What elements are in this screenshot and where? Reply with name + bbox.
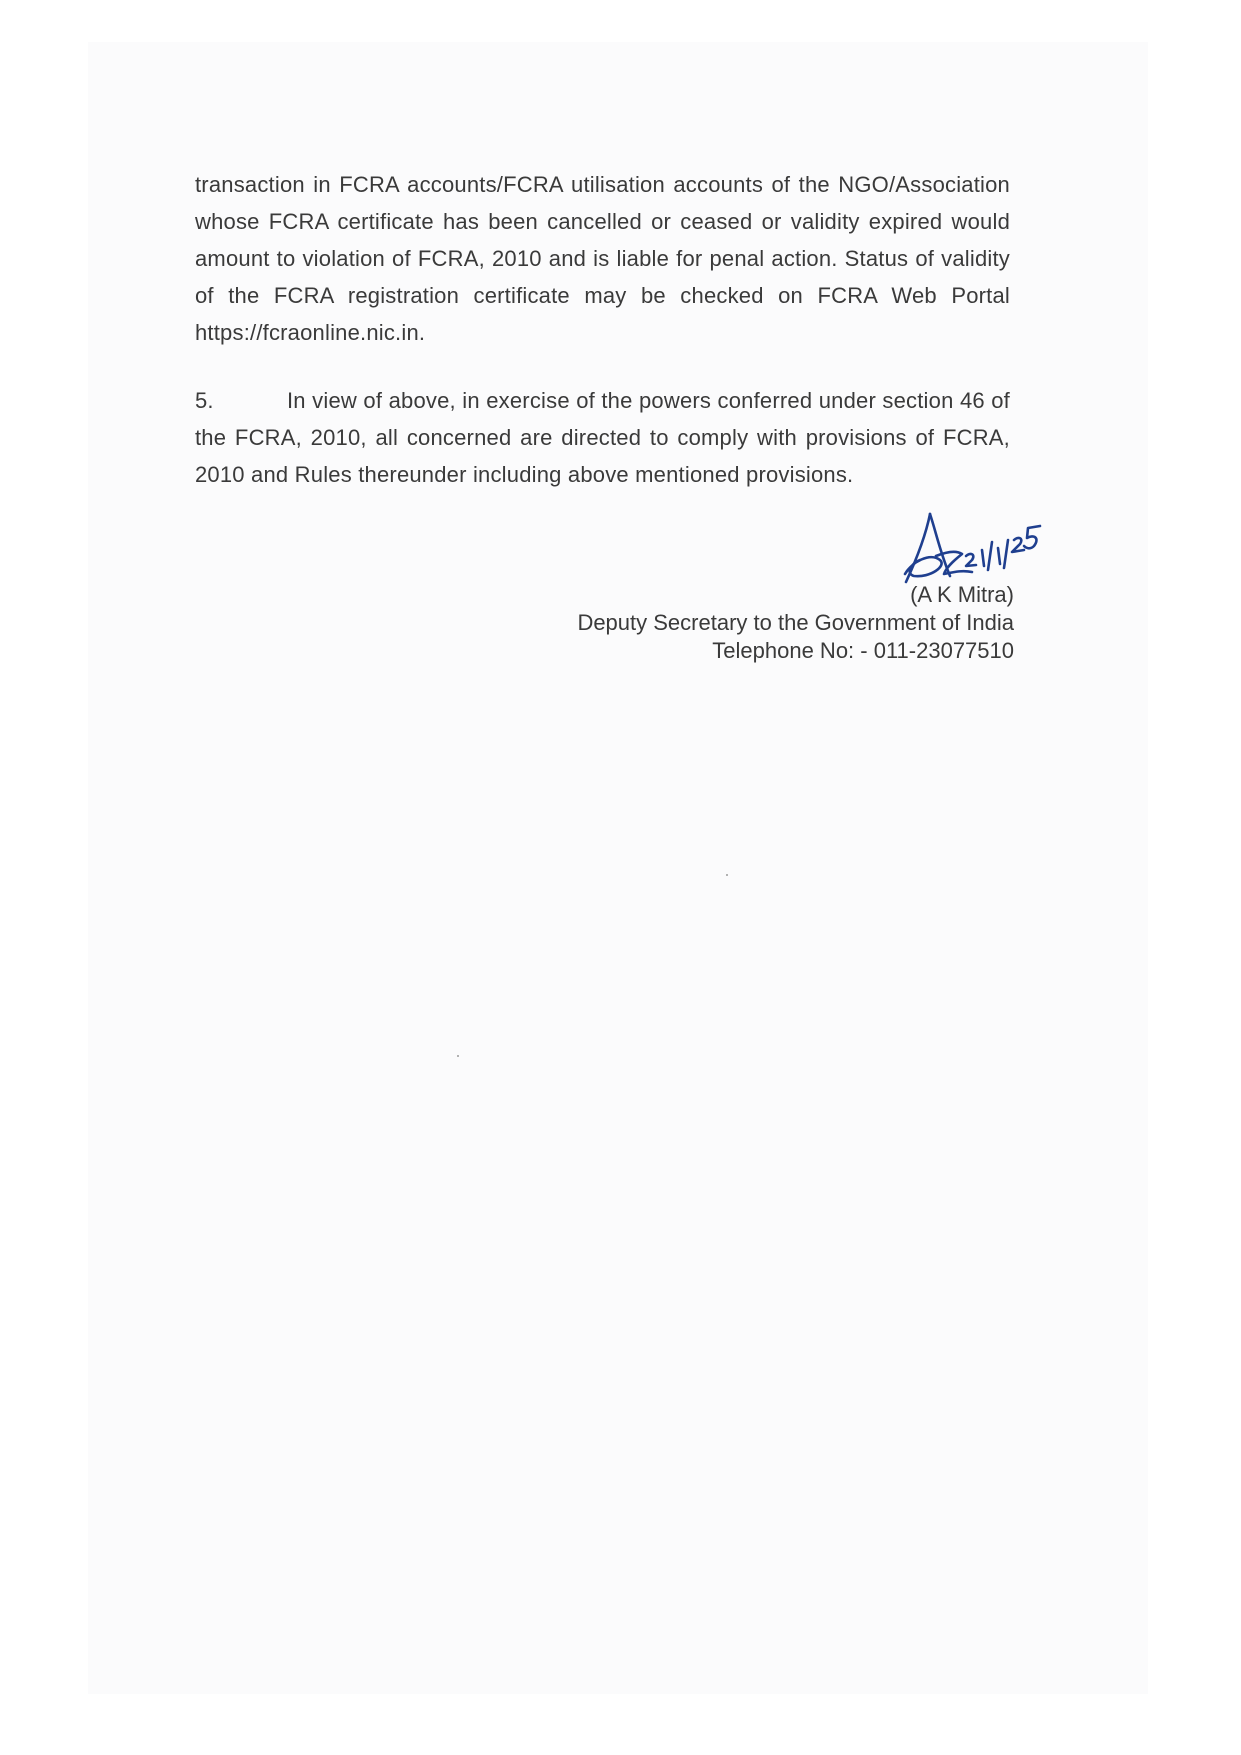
signatory-designation: Deputy Secretary to the Government of India xyxy=(577,610,1014,635)
document-body xyxy=(195,166,1010,493)
signatory-telephone: Telephone No: - 011-23077510 xyxy=(712,638,1014,663)
paragraph-4-continued: transaction in FCRA accounts/FCRA utilisation accounts of the NGO/Association whose FCRA certificate has been cancelled or ceased or validity expired would amount to violation of FCRA, 2010 and is liable for penal action. Status of validity of the FCRA registration certificate may be checked on FCRA Web Portal https://fcraonline.nic.in. xyxy=(195,172,1010,345)
signatory-name: (A K Mitra) xyxy=(910,582,1014,607)
paragraph-5 xyxy=(195,382,1010,493)
paragraph-5-text: In view of above, in exercise of the powers conferred under section 46 of the FCRA, 2010, all concerned are directed to comply with provisions of FCRA, 2010 and Rules thereunder including above mentioned provisions. xyxy=(195,388,1010,487)
scan-speck xyxy=(726,874,728,876)
paragraph-5-number: 5. xyxy=(195,388,214,413)
scan-speck xyxy=(457,1055,459,1057)
